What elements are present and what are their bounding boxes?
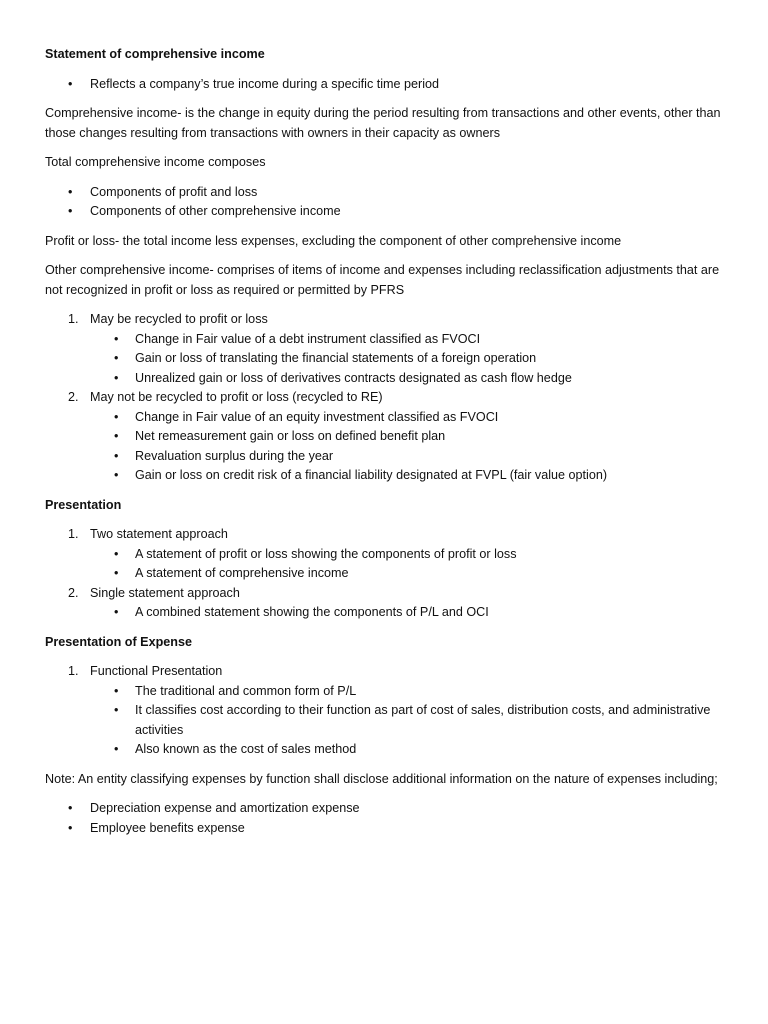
item-number: 1.	[68, 664, 79, 678]
total-ci-bullets	[45, 183, 728, 222]
note-bullets	[45, 799, 728, 838]
oci-numbered-list	[45, 310, 728, 486]
sub-bullet-item: • Unrealized gain or loss of derivatives contracts designated as cash flow hedge	[90, 369, 728, 389]
numbered-item	[45, 662, 728, 760]
item-label: Functional Presentation	[90, 664, 223, 678]
sub-bullet-item: • Also known as the cost of sales method	[90, 740, 728, 760]
bullet-item: • Depreciation expense and amortization expense	[45, 799, 728, 819]
sub-bullet-item: • Revaluation surplus during the year	[90, 447, 728, 467]
item-label: Two statement approach	[90, 527, 228, 541]
sub-bullets	[90, 330, 728, 389]
heading-presentation-expense: Presentation of Expense	[45, 634, 192, 649]
paragraph-total-ci: Total comprehensive income composes	[45, 155, 266, 169]
sub-bullet-item: • Net remeasurement gain or loss on defined benefit plan	[90, 427, 728, 447]
sub-bullet-item: • The traditional and common form of P/L	[90, 682, 728, 702]
paragraph-oci-definition: Other comprehensive income- comprises of items of income and expenses including reclassification adjustments that are not recognized in profit or loss as required or permitted by PFRS	[45, 263, 720, 297]
sub-bullet-item: • Change in Fair value of an equity investment classified as FVOCI	[90, 408, 728, 428]
item-label: May not be recycled to profit or loss (recycled to RE)	[90, 390, 383, 404]
paragraph-ci-definition: Comprehensive income- is the change in equity during the period resulting from transactions and other events, other than those changes resulting from transactions with owners in their capacity as owners	[45, 106, 721, 140]
sub-bullet-item: • Gain or loss on credit risk of a financial liability designated at FVPL (fair value option)	[90, 466, 728, 486]
paragraph-note: Note: An entity classifying expenses by function shall disclose additional information on the nature of expenses including;	[45, 771, 718, 786]
intro-bullets	[45, 75, 728, 95]
item-label: Single statement approach	[90, 585, 240, 600]
sub-bullets	[90, 408, 728, 486]
sub-bullet-item: • It classifies cost according to their function as part of cost of sales, distribution costs, and administrative activities	[90, 701, 728, 740]
bullet-item: • Employee benefits expense	[45, 819, 728, 839]
bullet-item: • Components of other comprehensive income	[45, 202, 728, 222]
item-number: 2.	[68, 585, 79, 600]
item-number: 2.	[68, 390, 79, 404]
numbered-item	[45, 584, 728, 623]
heading-presentation: Presentation	[45, 497, 122, 512]
bullet-item: • Reflects a company’s true income during a specific time period	[45, 75, 728, 95]
sub-bullet-item: • Gain or loss of translating the financial statements of a foreign operation	[90, 349, 728, 369]
item-number: 1.	[68, 312, 79, 326]
sub-bullet-item: • A statement of profit or loss showing the components of profit or loss	[90, 545, 728, 565]
numbered-item	[45, 525, 728, 584]
numbered-item	[45, 388, 728, 486]
sub-bullet-item: • A combined statement showing the components of P/L and OCI	[90, 603, 728, 623]
sub-bullet-item: • A statement of comprehensive income	[90, 564, 728, 584]
presentation-numbered-list	[45, 525, 728, 623]
bullet-item: • Components of profit and loss	[45, 183, 728, 203]
sub-bullets	[90, 603, 728, 623]
sub-bullets	[90, 682, 728, 760]
paragraph-pl-definition: Profit or loss- the total income less expenses, excluding the component of other comprehensive income	[45, 233, 622, 248]
heading-statement: Statement of comprehensive income	[45, 47, 265, 61]
item-number: 1.	[68, 527, 79, 541]
item-label: May be recycled to profit or loss	[90, 312, 268, 326]
sub-bullets	[90, 545, 728, 584]
sub-bullet-item: • Change in Fair value of a debt instrument classified as FVOCI	[90, 330, 728, 350]
expense-numbered-list	[45, 662, 728, 760]
numbered-item	[45, 310, 728, 388]
